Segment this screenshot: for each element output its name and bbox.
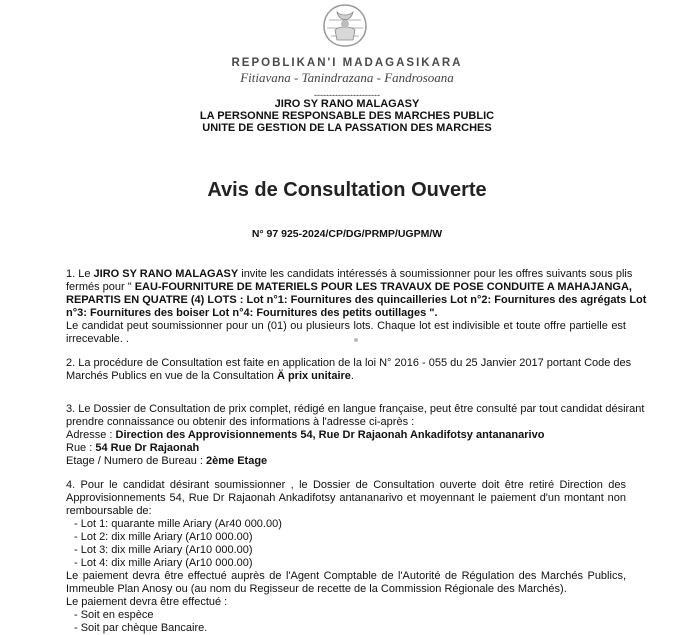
paragraph-1: 1. Le JIRO SY RANO MALAGASY invite les candidats intéressés à soumissionner pour les offres suivants sous plis fermés pour " EAU-FOURNITURE DE MATERIELS POUR LES TRAVAUX DE POSE CONDUITE A MAHAJANGA, REPARTIS EN QUATRE (4) LOTS : Lot n°1: Fournitures des quincailleries Lot n°2: Fournitures des agrégats Lot n°3: Fournitures des boiser Lot n°4: Fournitures des petits outillages ". Le candidat peut soumissionner pour un (01) ou plusieurs lots. Chaque lot est indivisible et toute offre partielle est irrecevable. . (66, 268, 647, 345)
lot-fee-item: - Lot 3: dix mille Ariary (Ar10 000.00) (74, 544, 253, 556)
paragraph-4: 4. Pour le candidat désirant soumissionner , le Dossier de Consultation ouverte doit être retiré Direction des Approvisionnements 54, Rue Dr Rajaonah Ankadifotsy antananarivo et moyennant le paiement d'un montant non remboursable de: - Lot 1: quarante mille Ariary (Ar40 000.00) - Lot 2: dix mille Ariary (Ar10 000.00) - Lot 3: dix mille Ariary (Ar10 000.00) - Lot 4: dix mille Ariary (Ar10 000.00) Le paiement devra être effectué auprès de l'Agent Comptable de l'Autorité de Régulation des Marchés Publics, Immeuble Plan Anosy ou (au nom du Regisseur de recette de la Commission Régionale des Marchés). Le paiement devra être effectué : - Soit en espèce - Soit par chèque Bancaire. (66, 479, 626, 634)
org-line-3: UNITE DE GESTION DE LA PASSATION DES MARCHES (202, 122, 492, 134)
national-seal-icon (321, 2, 369, 48)
org-line-1: JIRO SY RANO MALAGASY (274, 98, 420, 110)
lot-fee-item: - Lot 4: dix mille Ariary (Ar10 000.00) (74, 557, 253, 569)
page-title: Avis de Consultation Ouverte (207, 179, 487, 201)
payment-mode-item: - Soit par chèque Bancaire. (74, 622, 208, 634)
payment-mode-item: - Soit en espèce (74, 609, 154, 621)
scan-speck (354, 338, 358, 342)
address-value: Direction des Approvisionnements 54, Rue Dr Rajaonah Ankadifotsy antananarivo (115, 429, 545, 441)
lot-fee-item: - Lot 2: dix mille Ariary (Ar10 000.00) (74, 531, 253, 543)
national-motto: Fitiavana - Tanindrazana - Fandrosoana (240, 70, 454, 85)
floor-value: 2ème Etage (206, 455, 268, 467)
paragraph-3: 3. Le Dossier de Consultation de prix complet, rédigé en langue française, peut être consulté par tout candidat désirant prendre connaissance ou obtenir des informations à l'adresse ci-après : Adresse : Direction des Approvisionnements 54, Rue Dr Rajaonah Ankadifotsy antananarivo Rue : 54 Rue Dr Rajaonah Etage / Numero de Bureau : 2ème Etage (66, 403, 645, 467)
reference-number: N° 97 925-2024/CP/DG/PRMP/UGPM/W (251, 228, 443, 240)
lot-fee-item: - Lot 1: quarante mille Ariary (Ar40 000.00) (74, 518, 282, 530)
paragraph-2: 2. La procédure de Consultation est faite en application de la loi N° 2016 - 055 du 25 Janvier 2017 portant Code des Marchés Publics en vue de la Consultation Ä prix unitaire. (66, 357, 632, 382)
street-value: 54 Rue Dr Rajaonah (95, 442, 200, 454)
org-line-2: LA PERSONNE RESPONSABLE DES MARCHES PUBLIC (199, 110, 495, 122)
company-name: JIRO SY RANO MALAGASY (93, 268, 239, 280)
separator-line: ---------------------- (314, 90, 380, 100)
country-name: REPOBLIKAN'I MADAGASIKARA (231, 57, 463, 69)
